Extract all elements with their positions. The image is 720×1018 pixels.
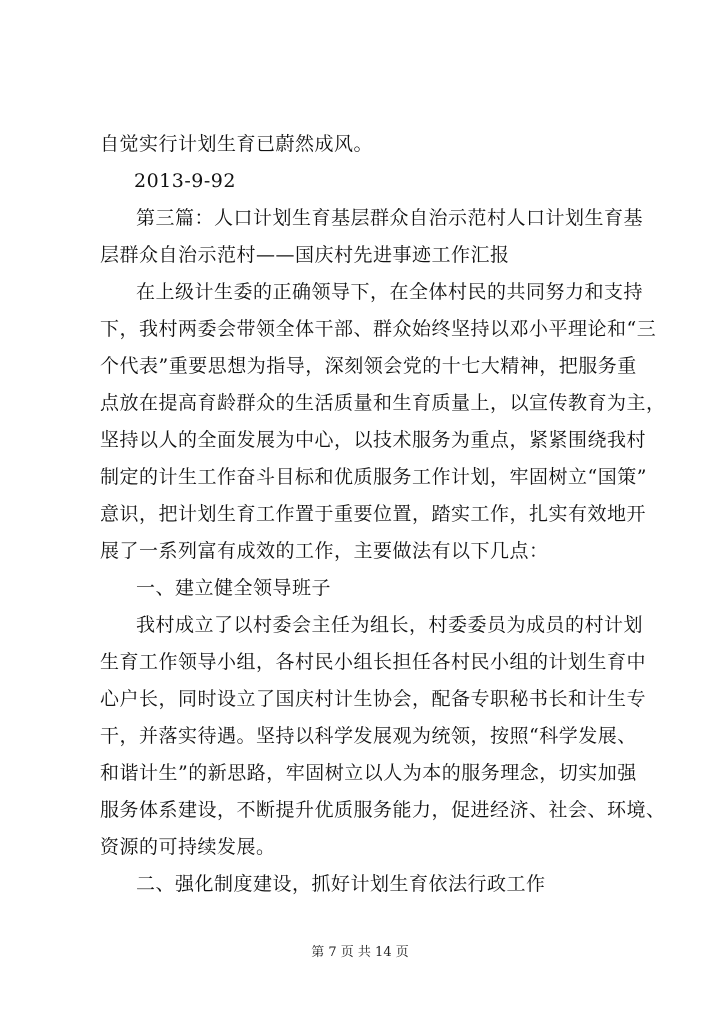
text-line: 自觉实行计划生育已蔚然成风。 [100,133,374,155]
date-line: 2013-9-92 [134,170,236,192]
paragraph-line: 展了一系列富有成效的工作，主要做法有以下几点： [100,540,549,562]
paragraph-line: 资源的可持续发展。 [100,836,276,858]
paragraph-line: 意识，把计划生育工作置于重要位置，踏实工作，扎实有效地开 [100,503,647,525]
paragraph-line: 和谐计生”的新思路，牢固树立以人为本的服务理念，切实加强 [100,762,637,784]
section-heading-continued: 层群众自治示范村——国庆村先进事迹工作汇报 [100,244,510,266]
page-number-footer: 第 7 页 共 14 页 [311,945,409,960]
paragraph-line: 下，我村两委会带领全体干部、群众始终坚持以邓小平理论和“三 [100,318,657,340]
subsection-heading: 二、强化制度建设，抓好计划生育依法行政工作 [136,873,546,895]
paragraph-line: 坚持以人的全面发展为中心，以技术服务为重点，紧紧围绕我村 [100,429,647,451]
paragraph-line: 干，并落实待遇。坚持以科学发展观为统领，按照“科学发展、 [100,725,637,747]
section-heading: 第三篇：人口计划生育基层群众自治示范村人口计划生育基 [136,207,644,229]
paragraph-line: 点放在提高育龄群众的生活质量和生育质量上，以宣传教育为主， [100,392,666,414]
paragraph-line: 服务体系建设，不断提升优质服务能力，促进经济、社会、环境、 [100,799,666,821]
paragraph-line: 个代表”重要思想为指导，深刻领会党的十七大精神，把服务重 [100,355,637,377]
paragraph-line: 生育工作领导小组，各村民小组长担任各村民小组的计划生育中 [100,651,647,673]
subsection-heading: 一、建立健全领导班子 [136,577,332,599]
paragraph-line: 心户长，同时设立了国庆村计生协会，配备专职秘书长和计生专 [100,688,647,710]
paragraph-line: 我村成立了以村委会主任为组长，村委委员为成员的村计划 [136,614,644,636]
paragraph-line: 制定的计生工作奋斗目标和优质服务工作计划，牢固树立“国策” [100,466,647,488]
paragraph-line: 在上级计生委的正确领导下，在全体村民的共同努力和支持 [136,281,644,303]
